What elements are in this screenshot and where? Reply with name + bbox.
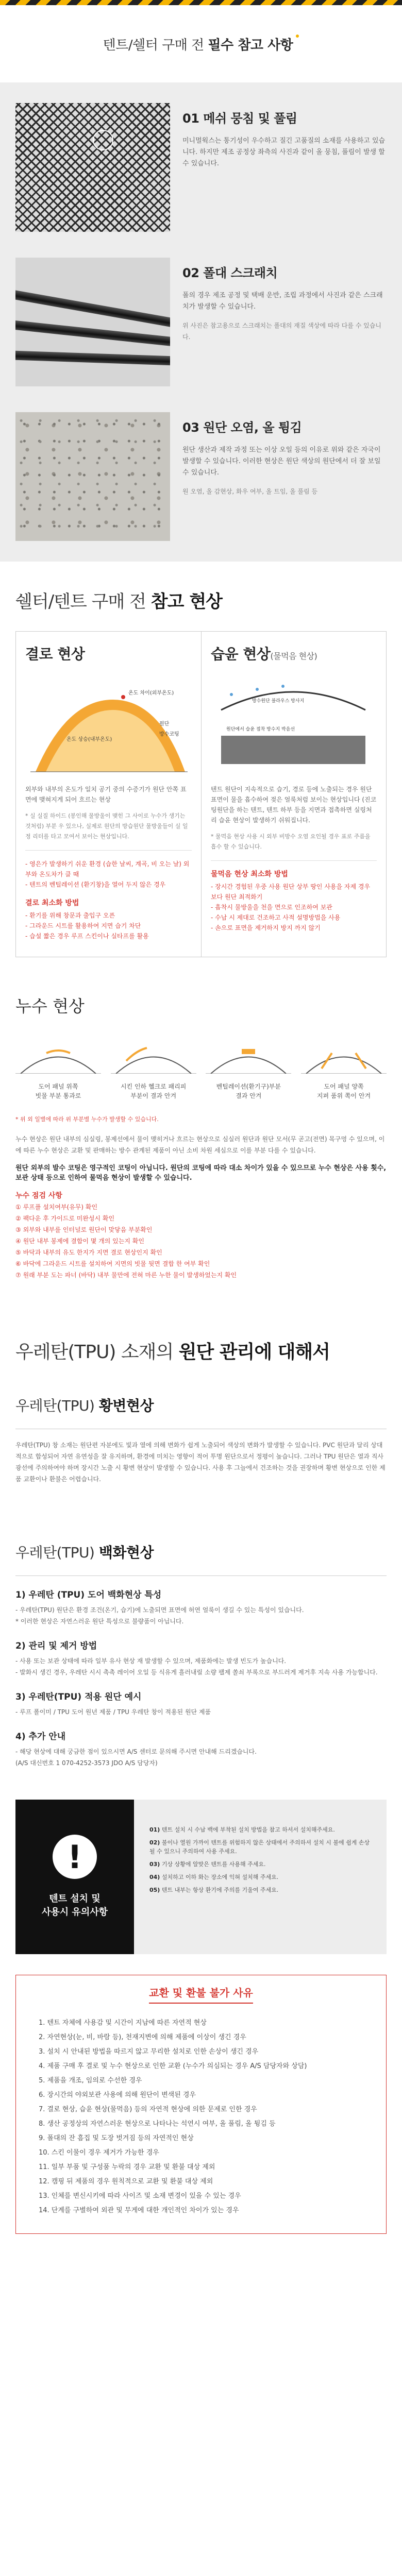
issue-note: 원 오염, 올 감현상, 화우 여부, 올 트임, 올 풀림 등 — [182, 488, 318, 495]
whitening-line: - 우레탄(TPU) 원단은 환경 조건(온기, 습기)에 노출되면 표면에 허연 얼룩이 생길 수 있는 특성이 있습니다. — [15, 1606, 304, 1614]
leak-check-item: ⑦ 원래 부분 도는 파너 (바닥) 내부 물만에 전혀 마른 누한 물이 발생하었는지 확인 — [15, 1272, 237, 1279]
condensation-small: * 실 실질 하이드 (봉인해 물방울이 맺힌 그 사이로 누수가 생기는 것처럼) 부분 우 있으나, 실제로 원단의 방습원단 물방울들이 실 일정 리터를 타고 모여서 보이는 현상입니다. — [25, 812, 188, 840]
issue-desc: 미니멀웍스는 통기성이 우수하고 질긴 고품질의 소재를 사용하고 있습니다. 하지만 제조 공정상 좌측의 사진과 같이 올 뭉침, 풀림이 발생 할 수 있습니다. — [182, 137, 386, 167]
issue-desc: 폴의 경우 제조 공정 및 택배 운반, 조립 과정에서 사진과 같은 스크래치가 발생할 수 있습니다. — [182, 292, 383, 311]
exchange-item: 8. 생산 공정상의 자연스러운 현상으로 나타나는 석연시 여부, 올 풀림, 올 튕김 등 — [39, 2120, 276, 2128]
exchange-item: 7. 결로 현상, 습윤 현상(물먹음) 등의 자연적 현상에 의한 문제로 인한 경우 — [39, 2106, 257, 2113]
section1-header — [0, 5, 402, 82]
leak-diagram-label: 도어 패널 양쪽 지퍼 품위 쪽이 안겨 — [316, 1083, 371, 1099]
exchange-item: 14. 단계를 구별하여 외관 및 무게에 대한 개인적인 차이가 있는 경우 — [39, 2207, 239, 2214]
exchange-item: 10. 스킨 이물이 경우 제거가 가능한 경우 — [39, 2149, 159, 2157]
yellowing-desc: 우레탄(TPU) 창 소재는 원단편 자분에도 빛과 열에 의해 변화가 쉽게 노출되어 색상의 변화가 발생할 수 있습니다. PVC 원단과 달리 상대적으로 합성되어 자연 유연성을 잘 유지하며, 환경에 미치는 영향이 적어 투명 원단으로서 정평이 높습니다. 그러나 TPU 원단은 열과 직사광선에 주의하여야 하며 장시간 노출 시 황변 현상이 발생할 수 있습니다. 사용 후 그늘에서 건조하는 것을 권장하며 황변 현상으로 인한 제품 교환이나 환불은 어렵습니다. — [15, 1442, 386, 1483]
leak-check-item: ⑥ 바닥에 그라운드 시트를 설치하여 지면의 빗물 뒷면 결합 한 여부 확인 — [15, 1260, 210, 1267]
mesh-photo — [15, 103, 170, 232]
divider — [211, 860, 377, 861]
droplet — [230, 693, 233, 696]
leak-check-item: ③ 외부와 내부를 인터널로 원단이 맞닿음 부분확인 — [15, 1226, 153, 1233]
leak-check-item: ⑤ 바닥과 내부의 유도 한지가 지면 결로 현상인지 확인 — [15, 1249, 162, 1256]
whitening-line: - 발화시 생긴 경우, 우레탄 시시 촉촉 레이어 오일 등 식유게 흘러내릴 소량 팰제 쏠쇠 부록으로 부드러게 제거후 지속 사용 가능합니다. — [15, 1669, 378, 1676]
highlight-circle — [93, 130, 113, 150]
warning-left-panel — [15, 1800, 134, 1954]
label-inside-temp: 온도 상승(내부온도) — [66, 737, 112, 742]
label-coating: 방수코팅 — [159, 732, 179, 737]
whitening-heading: 3) 우레탄(TPU) 적용 원단 예시 — [15, 1692, 142, 1702]
wicking-column — [201, 632, 386, 957]
issue-heading: 03 원단 오염, 올 튕김 — [182, 420, 302, 435]
exchange-item: 2. 자연현상(눈, 비, 바람 등), 천재지변에 의해 제품에 이상이 생긴 경우 — [39, 2033, 246, 2041]
whitening-line: * 이러한 현상은 자연스러운 원단 특성으로 불량품이 아닙니다. — [15, 1618, 184, 1625]
usage-warning — [15, 1800, 387, 1954]
issue-pole — [15, 258, 387, 386]
leak-diagram-label: 도어 패널 위쪽 빗물 부분 통과로 — [35, 1083, 81, 1099]
droplet — [256, 688, 259, 691]
marker-dot — [121, 695, 125, 699]
wicking-tip: - 손으로 표면을 제거하지 방지 까지 않기 — [211, 924, 321, 931]
wicking-tip: - 흡착시 물방울을 천을 면으로 인조하여 보관 — [211, 904, 332, 911]
wicking-tip-head: 물먹음 현상 최소화 방법 — [211, 870, 288, 878]
exchange-item: 3. 설치 시 안내된 방법을 따르지 않고 무리한 설치로 인한 손상이 생긴 경우 — [39, 2048, 259, 2056]
leak-check-item: ① 루프플 설치여부(유무) 확인 — [15, 1204, 98, 1211]
wicking-tip: - 수납 시 제대로 건조하고 사적 설명방법을 사용 — [211, 914, 341, 921]
issue-desc: 원단 생산과 제작 과정 또는 이상 오일 등의 이유로 위와 같은 자국이 발생할 수 있습니다. 이러한 현상은 원단 색상의 원단에서 더 잘 보일 수 있습니다. — [182, 446, 381, 477]
wet-fabric-photo — [221, 736, 365, 764]
pole-shape — [15, 350, 170, 366]
exchange-list — [16, 2004, 386, 2218]
exchange-item: 12. 캠핑 뒤 제품의 경우 원칙적으로 교환 및 환불 대상 제외 — [39, 2178, 213, 2185]
leak-diagram-label: 벤틸레이션(환기구)부분 결과 안겨 — [216, 1083, 281, 1099]
leak-bold: 원단 외부의 발수 코팅은 영구적인 코팅이 아닙니다. 원단의 코팅에 따라 대소 차이가 있을 수 있으므로 누수 현상은 사용 횟수, 보관 상태 등으로 인하여 물먹음 현상이 발생할 수 있습니다. — [15, 1164, 387, 1182]
wicking-tip: - 장시간 경험된 우중 사용 원단 상부 땅인 사용을 자제 경우 보다 원단 최적화기 — [211, 883, 371, 901]
label-wicking-1: 방수원단 블라우스 방사지 — [252, 699, 305, 704]
issue-heading: 01 메쉬 뭉침 및 풀림 — [182, 111, 297, 126]
condensation-red-line: - 영은가 발생하기 쉬운 환경 (습한 날씨, 계곡, 비 오는 날) 외부와 온도차가 클 때 — [25, 860, 190, 878]
warning-title: 텐트 설치 및 사용시 유의사항 — [42, 1893, 108, 1918]
whitening-title: 우레탄(TPU) 백화현상 — [15, 1544, 154, 1561]
condensation-desc: 외부와 내부의 온도가 일치 공기 중의 수증기가 원단 안쪽 표면에 맺혀지게 되어 흐르는 현상 — [25, 786, 187, 803]
condensation-red-line: - 텐트의 벤틸레이션 (환기창)을 열어 두지 않은 경우 — [25, 881, 166, 888]
wicking-diagram — [211, 679, 376, 782]
exchange-item: 1. 텐트 자체에 사용감 및 시간이 지남에 따른 자연적 현상 — [39, 2019, 207, 2027]
whitening-line: - 사용 또는 보관 상태에 따라 일부 유사 현상 재 발생할 수 있으며, 제품화에는 발생 빈도가 높습니다. — [15, 1657, 287, 1665]
pole-shape — [15, 319, 170, 348]
exchange-item: 5. 제품을 개조, 임의로 수선한 경우 — [39, 2077, 142, 2084]
wicking-desc: 텐트 원단이 지속적으로 습기, 경로 등에 노출되는 경우 원단 표면이 물을 흡수하여 젖은 얼룩처럼 보이는 현상입니다 (진코팅원단을 하는 텐트, 텐트 하부 등을 지면과 접촉하면 실링처리 습윤 현상이 발생하기 쉬워집니다. — [211, 786, 377, 824]
leak-diagram-item — [301, 1038, 387, 1100]
label-wicking-2: 원단에서 습윤 접착 방수지 박음선 — [226, 727, 295, 732]
leak-desc: 누수 현상은 원단 내부의 심실링, 봉제선에서 물이 맺히거나 흐르는 현상으로 심실러 원단과 원단 모서(무 곧고(전면) 목구멍 수 있으며, 이에 따른 누수 현상은 교환 및 판매하는 방수 관계된 제품이 아닌 소비 차원 세심으로 이를 부분 다를 수 있습니다. — [15, 1136, 385, 1154]
wicking-small: * 물먹음 현상 사용 시 외부 비방수 오염 요인될 경우 표로 주름을 흡수 할 수 있습니다. — [211, 833, 371, 850]
leak-diagram-item — [206, 1038, 291, 1100]
exchange-item: 6. 장시간의 야외보관 사용에 의해 원단이 변색된 경우 — [39, 2091, 196, 2099]
issues-panel — [0, 82, 402, 562]
condensation-tip: - 그라운드 시트를 활용하여 지면 습기 차단 — [25, 922, 141, 929]
issue-mesh — [15, 103, 387, 232]
whitening-line: - 해당 현상에 대해 궁금한 점이 있으시면 A/S 센터로 문의해 주시면 안내해 드리겠습니다. — [15, 1748, 257, 1755]
pole-photo — [15, 258, 170, 386]
condensation-diagram — [25, 679, 190, 782]
whitening-line: - 루프 폴이미 / TPU 도어 원년 제품 / TPU 우레탄 창이 적용된 원단 제품 — [15, 1708, 211, 1716]
leak-diagram-label: 시킨 인하 헬크로 패리피 부분이 결과 안겨 — [120, 1083, 187, 1099]
label-fabric: 원단 — [159, 721, 170, 727]
divider — [25, 850, 192, 851]
warning-list — [134, 1800, 387, 1954]
divider — [15, 1575, 387, 1576]
phenomena-box — [15, 631, 387, 957]
whitening-heading: 2) 관리 및 제거 방법 — [15, 1641, 97, 1651]
exchange-item: 4. 제품 구매 후 결로 및 누수 현상으로 인한 교환 (누수가 의심되는 경우 A/S 담당자와 상담) — [39, 2062, 307, 2070]
exchange-item: 11. 일부 부품 및 구성품 누락의 경우 교환 및 환불 대상 제외 — [39, 2163, 215, 2171]
condensation-tip: - 환기를 위해 창문과 출입구 오픈 — [25, 912, 115, 919]
wicking-title: 습윤 현상(물먹음 현상) — [211, 646, 317, 663]
exclamation-icon: ! — [53, 1835, 97, 1879]
leak-red-note: * 위 외 일별에 따라 위 부분별 누수가 발생할 수 있습니다. — [15, 1116, 159, 1123]
whitening-heading: 4) 추가 안내 — [15, 1732, 66, 1742]
leak-diagrams — [15, 1038, 387, 1100]
section1-title: 텐트/쉘터 구매 전 필수 참고 사항 — [103, 35, 299, 54]
leak-diagram-item — [111, 1038, 196, 1100]
condensation-title: 결로 현상 — [25, 646, 85, 663]
condensation-tip-head: 결로 최소화 방법 — [25, 899, 79, 907]
issue-note: 위 사진은 참고용으로 스크래치는 폴대의 재질 색상에 따라 다를 수 있습니다. — [182, 322, 381, 341]
exchange-title: 교환 및 환불 불가 사유 — [149, 1985, 253, 2004]
whitening-line: (A/S 대신번호 1 070-4252-3573 JDO A/S 담당자) — [15, 1759, 158, 1767]
whitening-heading: 1) 우레탄 (TPU) 도어 백화현상 특성 — [15, 1590, 162, 1600]
label-outside-temp: 온도 차이(외부온도) — [128, 690, 174, 696]
condensation-tip: - 습설 짧은 경우 루프 스킨이나 실타프를 활용 — [25, 933, 149, 940]
section2-title: 쉘터/텐트 구매 전 참고 현상 — [15, 591, 223, 612]
top-warning-stripe — [0, 0, 402, 5]
leak-title: 누수 현상 — [15, 996, 85, 1016]
stain-photo — [15, 412, 170, 541]
exchange-refund-box — [15, 1975, 387, 2234]
leak-notes — [15, 1114, 387, 1281]
droplet — [281, 685, 284, 688]
leak-check-item: ② 팩다운 후 가이드로 미완성시 확인 — [15, 1215, 115, 1222]
leak-diagram-item — [15, 1038, 101, 1100]
warning-item: 03) 기상 상황에 알맞은 텐트를 사용해 주세요. — [149, 1861, 266, 1868]
leak-check-item: ④ 원단 내부 봉제에 결합이 몇 개의 있는지 확인 — [15, 1238, 144, 1245]
accent-dot — [296, 35, 299, 38]
tpu-title: 우레탄(TPU) 소재의 원단 관리에 대해서 — [15, 1342, 330, 1363]
whitening-blocks — [15, 1587, 387, 1769]
issue-stain — [15, 412, 387, 541]
warning-item: 02) 불이나 열원 가까이 텐트를 위험하지 않은 상태에서 주의하셔 설치 시 불에 쉽게 손상될 수 있으니 주의하여 사용 주세요. — [149, 1839, 370, 1855]
yellowing-title: 우레탄(TPU) 황변현상 — [15, 1397, 154, 1414]
warning-item: 04) 설치하고 이하 화는 장소에 익혀 설치해 주세요. — [149, 1874, 279, 1880]
exchange-item: 9. 폴대의 잔 흠집 및 도장 벗겨짐 등의 자연적인 현상 — [39, 2134, 194, 2142]
issue-heading: 02 폴대 스크래치 — [182, 266, 278, 280]
leak-check-head: 누수 점검 사항 — [15, 1192, 62, 1200]
warning-item: 01) 텐트 설치 시 수납 백에 부착된 설치 방법을 참고 하셔서 설치해주세요. — [149, 1826, 335, 1833]
warning-item: 05) 텐트 내부는 항상 환기에 주의를 기울여 주세요. — [149, 1887, 279, 1893]
condensation-column — [16, 632, 201, 957]
exchange-item: 13. 인체를 변신시키에 따라 사이즈 및 소재 변경이 있을 수 있는 경우 — [39, 2192, 241, 2200]
